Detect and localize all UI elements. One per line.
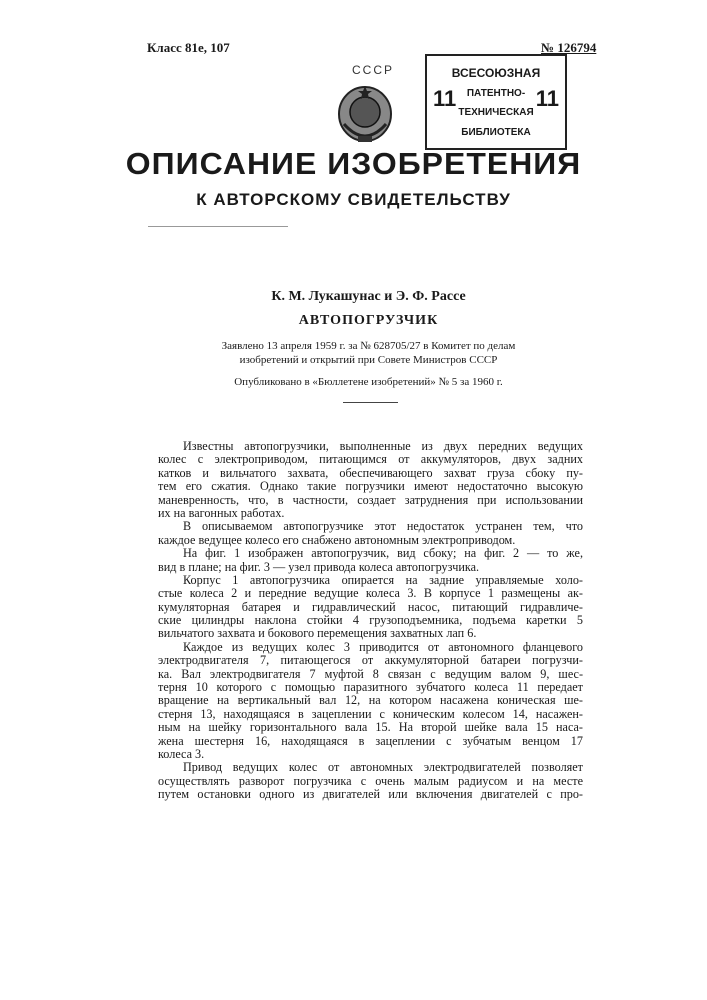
stamp-right-mark: 11 — [536, 86, 559, 112]
patent-class: Класс 81е, 107 — [147, 40, 230, 56]
text-line: Известны автопогрузчики, выполненные из двух передних ведущих — [158, 440, 583, 453]
text-line: вид в плане; на фиг. 3 — узел привода колеса автопогрузчика. — [158, 561, 583, 574]
authors: К. М. Лукашунас и Э. Ф. Рассе — [0, 289, 707, 305]
invention-title: АВТОПОГРУЗЧИК — [0, 313, 707, 329]
text-line: ские цилиндры наклона стойки 4 грузоподъемника, подъема каретки 5 — [158, 614, 583, 627]
divider — [343, 402, 398, 403]
text-line: вильчатого захвата и бокового перемещения захватных лап 6. — [158, 627, 583, 640]
text-line: катков и вильчатого захвата, обеспечивающего захват груза сбоку пу- — [158, 467, 583, 480]
text-line: путем остановки одного из двигателей или включения двигателей с про- — [158, 788, 583, 801]
text-line: стерня 13, находящаяся в зацеплении с коническим колесом 14, насажен- — [158, 708, 583, 721]
text-line: электродвигателя 7, питающегося от аккумуляторной батареи погрузчи- — [158, 654, 583, 667]
patent-number: № 126794 — [541, 40, 596, 56]
description-body — [158, 440, 583, 802]
text-line: колеса 3. — [158, 748, 583, 761]
text-line: ка. Вал электродвигателя 7 муфтой 8 связан с ведущим валом 9, шес- — [158, 668, 583, 681]
text-line: Привод ведущих колес от автономных электродвигателей позволяет — [158, 761, 583, 774]
stamp-line: ТЕХНИЧЕСКАЯ — [427, 107, 565, 118]
published-line: Опубликовано в «Бюллетене изобретений» № 5 за 1960 г. — [0, 376, 707, 388]
text-line: В описываемом автопогрузчике этот недостаток устранен тем, что — [158, 520, 583, 533]
filed-line: Заявлено 13 апреля 1959 г. за № 628705/27 в Комитет по делам — [0, 340, 707, 352]
text-line: Корпус 1 автопогрузчика опирается на задние управляемые холо- — [158, 574, 583, 587]
text-line: На фиг. 1 изображен автопогрузчик, вид сбоку; на фиг. 2 — то же, — [158, 547, 583, 560]
library-stamp — [425, 54, 567, 150]
text-line: Каждое из ведущих колес 3 приводится от автономного фланцевого — [158, 641, 583, 654]
divider — [148, 226, 288, 227]
document-title: ОПИСАНИЕ ИЗОБРЕТЕНИЯ — [0, 146, 707, 182]
stamp-line: БИБЛИОТЕКА — [427, 127, 565, 138]
stamp-line: ПАТЕНТНО- — [427, 88, 565, 99]
text-line: каждое ведущее колесо его снабжено автономным электроприводом. — [158, 534, 583, 547]
text-line: маневренность, что, в частности, создает затруднения при использовании — [158, 494, 583, 507]
stamp-left-mark: 11 — [433, 86, 456, 112]
filed-line: изобретений и открытий при Совете Министров СССР — [0, 354, 707, 366]
text-line: колес с электроприводом, питающимся от аккумуляторов, двух задних — [158, 453, 583, 466]
text-line: стые колеса 2 и передние ведущие колеса 3. В корпусе 1 размещены ак- — [158, 587, 583, 600]
ussr-emblem-icon — [336, 84, 394, 146]
text-line: тем его сжатия. Однако такие погрузчики имеют недостаточно высокую — [158, 480, 583, 493]
text-line: вращение на вертикальный вал 12, на котором насажена коническая ше- — [158, 694, 583, 707]
text-line: жена шестерня 16, находящаяся в зацеплении с зубчатым венцом 17 — [158, 735, 583, 748]
text-line: терня 10 которого с помощью паразитного зубчатого колеса 11 передает — [158, 681, 583, 694]
text-line: их на вагонных работах. — [158, 507, 583, 520]
text-line: ным на шейку горизонтального вала 15. На второй шейке вала 15 наса- — [158, 721, 583, 734]
text-line: осуществлять разворот погрузчика с очень малым радиусом и на месте — [158, 775, 583, 788]
text-line: кумуляторная батарея и гидравлический насос, питающий гидравличе- — [158, 601, 583, 614]
document-subtitle: К АВТОРСКОМУ СВИДЕТЕЛЬСТВУ — [0, 190, 707, 210]
stamp-line: ВСЕСОЮЗНАЯ — [427, 66, 565, 80]
country-label: СССР — [352, 63, 394, 77]
